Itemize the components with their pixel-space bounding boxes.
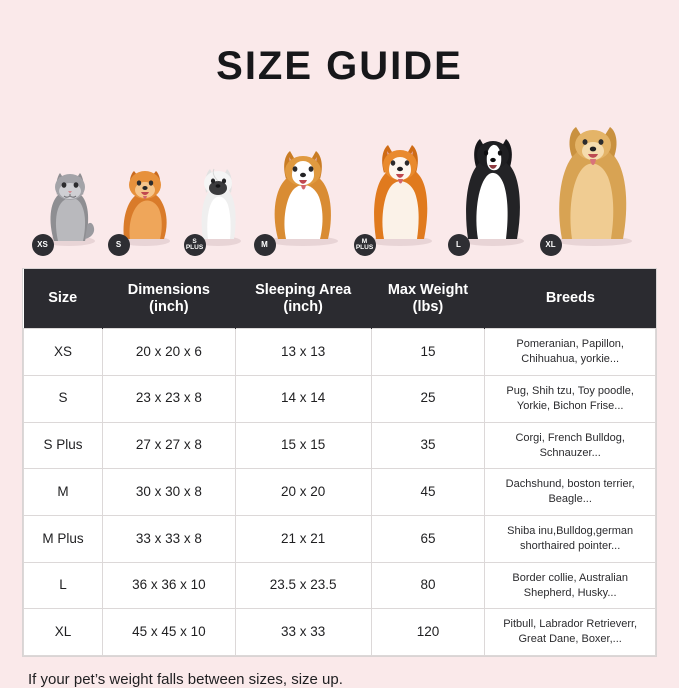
- cell-size: M: [24, 469, 103, 516]
- cell-breeds: Shiba inu,Bulldog,german shorthaired pointer...: [485, 516, 656, 563]
- table-row: [24, 609, 656, 656]
- pet-illustrations-row: [30, 107, 649, 252]
- border-collie-icon: [454, 119, 532, 247]
- header-size-line1: Size: [48, 290, 78, 307]
- pomeranian-icon: [114, 151, 176, 247]
- cell-size: S: [24, 376, 103, 423]
- pet-s: [114, 151, 176, 252]
- french-bulldog-icon: [190, 143, 246, 247]
- badge-s: S: [108, 234, 130, 256]
- table-body: [24, 329, 656, 656]
- table-row: [24, 516, 656, 563]
- footnote: If your pet’s weight falls between sizes, size up.: [28, 671, 343, 688]
- cell-dimensions: 27 x 27 x 8: [103, 422, 236, 469]
- size-table-container: [22, 268, 657, 657]
- cell-breeds: Pitbull, Labrador Retrieverr, Great Dane, Boxer,...: [485, 609, 656, 656]
- cell-max-weight: 120: [371, 609, 485, 656]
- cell-size: XL: [24, 609, 103, 656]
- pomeranian-illustration: [114, 151, 176, 252]
- cell-breeds: Pug, Shih tzu, Toy poodle, Yorkie, Bichon Frise...: [485, 376, 656, 423]
- cell-sleeping-area: 15 x 15: [235, 422, 371, 469]
- cell-sleeping-area: 13 x 13: [235, 329, 371, 376]
- header-dimensions-line1: Dimensions: [127, 282, 210, 298]
- table-row: [24, 562, 656, 609]
- header-max-weight: [371, 269, 485, 329]
- header-breeds-line1: Breeds: [545, 290, 595, 307]
- badge-m: M: [254, 234, 276, 256]
- pet-l: [454, 119, 532, 252]
- header-sleeping-line2: (inch): [283, 298, 323, 315]
- cat-icon: [38, 155, 100, 247]
- cell-sleeping-area: 21 x 21: [235, 516, 371, 563]
- header-sleeping-line1: Sleeping Area: [255, 282, 352, 298]
- cell-max-weight: 80: [371, 562, 485, 609]
- badge-xs: XS: [32, 234, 54, 256]
- size-table: [23, 269, 656, 656]
- cell-dimensions: 36 x 36 x 10: [103, 562, 236, 609]
- cell-dimensions: 23 x 23 x 8: [103, 376, 236, 423]
- cell-size: XS: [24, 329, 103, 376]
- pet-m: [260, 131, 346, 252]
- header-sleeping-area: [235, 269, 371, 329]
- pet-xl: [546, 111, 642, 252]
- cell-max-weight: 15: [371, 329, 485, 376]
- corgi-illustration: [260, 131, 346, 252]
- table-row: [24, 376, 656, 423]
- header-weight-line2: (lbs): [412, 298, 444, 315]
- cell-size: M Plus: [24, 516, 103, 563]
- cell-sleeping-area: 33 x 33: [235, 609, 371, 656]
- shiba-inu-illustration: [355, 127, 440, 252]
- badge-l: L: [448, 234, 470, 256]
- header-breeds: [485, 269, 656, 329]
- cell-max-weight: 35: [371, 422, 485, 469]
- cell-sleeping-area: 23.5 x 23.5: [235, 562, 371, 609]
- badge-xl: XL: [540, 234, 562, 256]
- cell-breeds: Border collie, Australian Shepherd, Husky...: [485, 562, 656, 609]
- cell-dimensions: 20 x 20 x 6: [103, 329, 236, 376]
- golden-retriever-illustration: [546, 111, 642, 252]
- cell-breeds: Dachshund, boston terrier, Beagle...: [485, 469, 656, 516]
- header-dimensions: [103, 269, 236, 329]
- badge-m-plus: M PLUS: [354, 234, 376, 256]
- table-header: [24, 269, 656, 329]
- pet-m-plus: [355, 127, 440, 252]
- badge-s-plus: S PLUS: [184, 234, 206, 256]
- cell-breeds: Corgi, French Bulldog, Schnauzer...: [485, 422, 656, 469]
- pet-s-plus: [185, 143, 246, 252]
- header-size: [24, 269, 103, 329]
- table-row: [24, 469, 656, 516]
- cell-dimensions: 30 x 30 x 8: [103, 469, 236, 516]
- cell-max-weight: 65: [371, 516, 485, 563]
- shiba-inu-icon: [360, 127, 440, 247]
- cell-sleeping-area: 20 x 20: [235, 469, 371, 516]
- cell-max-weight: 45: [371, 469, 485, 516]
- table-row: [24, 422, 656, 469]
- corgi-icon: [260, 131, 346, 247]
- border-collie-illustration: [454, 119, 532, 252]
- table-header-row: [24, 269, 656, 329]
- cell-dimensions: 45 x 45 x 10: [103, 609, 236, 656]
- cell-breeds: Pomeranian, Papillon, Chihuahua, yorkie...: [485, 329, 656, 376]
- golden-retriever-icon: [546, 111, 642, 247]
- cell-max-weight: 25: [371, 376, 485, 423]
- cat-illustration: [38, 155, 100, 252]
- cell-size: S Plus: [24, 422, 103, 469]
- page-title: SIZE GUIDE: [216, 44, 463, 88]
- header-dimensions-line2: (inch): [149, 298, 189, 315]
- cell-dimensions: 33 x 33 x 8: [103, 516, 236, 563]
- header-weight-line1: Max Weight: [387, 282, 469, 298]
- table-row: [24, 329, 656, 376]
- pet-xs: [38, 155, 100, 252]
- cell-size: L: [24, 562, 103, 609]
- french-bulldog-illustration: [185, 143, 246, 252]
- cell-sleeping-area: 14 x 14: [235, 376, 371, 423]
